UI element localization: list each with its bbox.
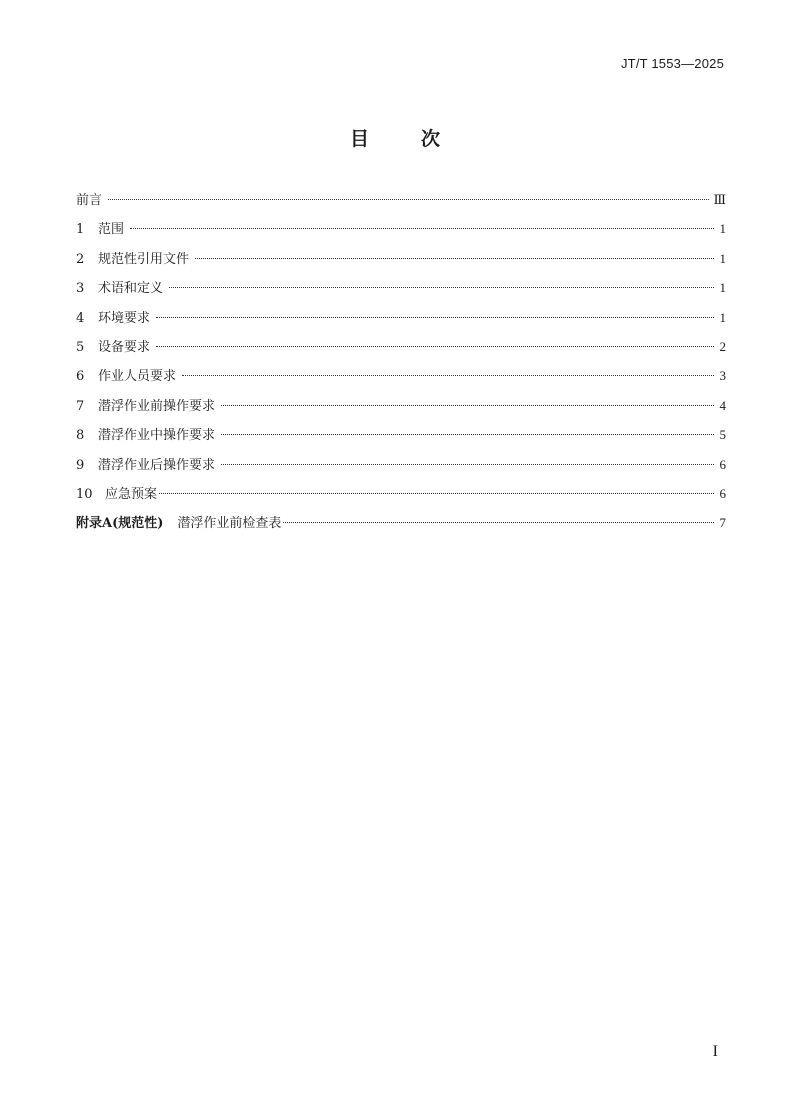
dot-leader	[283, 522, 714, 523]
dot-leader	[108, 199, 709, 200]
toc-entry-page: 7	[719, 515, 726, 531]
toc-entry-2[interactable]	[76, 249, 726, 278]
toc-entry-8[interactable]	[76, 425, 726, 454]
page-title	[0, 124, 790, 151]
toc-entry-page: 1	[719, 221, 726, 237]
toc-entry-page: 1	[719, 250, 726, 266]
toc-entry-7[interactable]	[76, 396, 726, 425]
toc-entry-page: 6	[719, 456, 726, 472]
dot-leader	[195, 258, 714, 259]
toc-entry-page: 1	[719, 280, 726, 296]
title-part-2: 次	[421, 128, 441, 150]
toc-entry-number: 6	[76, 369, 85, 385]
dot-leader	[156, 346, 714, 347]
table-of-contents	[76, 190, 726, 543]
toc-entry-page: Ⅲ	[713, 192, 726, 207]
toc-entry-label: 前言	[76, 193, 103, 208]
toc-entry-number: 9	[76, 457, 85, 473]
toc-entry-label: 潜浮作业中操作要求	[98, 428, 216, 444]
toc-entry-page: 2	[719, 338, 726, 354]
toc-entry-4[interactable]	[76, 308, 726, 337]
toc-entry-number: 4	[76, 310, 85, 326]
toc-entry-label: 设备要求	[98, 339, 151, 355]
toc-entry-label: 潜浮作业前检查表	[177, 516, 282, 532]
toc-entry-number: 7	[76, 398, 85, 414]
toc-entry-label: 环境要求	[98, 310, 151, 326]
dot-leader	[130, 228, 714, 229]
toc-entry-10[interactable]	[76, 484, 726, 513]
dot-leader	[221, 464, 714, 465]
page-number: I	[712, 1043, 718, 1060]
toc-entry-number: 10	[76, 486, 93, 502]
toc-entry-label: 作业人员要求	[98, 369, 177, 385]
toc-entry-number: 8	[76, 428, 85, 444]
dot-leader	[221, 434, 714, 435]
title-part-1: 目	[349, 128, 369, 150]
dot-leader	[159, 493, 714, 494]
toc-entry-page: 3	[719, 368, 726, 384]
toc-entry-3[interactable]	[76, 278, 726, 307]
toc-entry-number: 5	[76, 339, 85, 355]
toc-entry-page: 5	[719, 427, 726, 443]
toc-entry-label: 应急预案	[105, 486, 158, 502]
dot-leader	[221, 405, 714, 406]
dot-leader	[156, 317, 714, 318]
standard-code: JT/T 1553—2025	[620, 56, 724, 71]
toc-entry-label: 潜浮作业后操作要求	[98, 457, 216, 473]
toc-entry-label: 潜浮作业前操作要求	[98, 398, 216, 414]
toc-entry-label: 范围	[98, 222, 125, 238]
toc-entry-page: 4	[719, 397, 726, 413]
toc-entry-5[interactable]	[76, 337, 726, 366]
toc-entry-page: 1	[719, 309, 726, 325]
toc-entry-number: 3	[76, 281, 85, 297]
dot-leader	[182, 375, 714, 376]
toc-entry-label: 规范性引用文件	[98, 251, 190, 267]
toc-entry-6[interactable]	[76, 366, 726, 395]
dot-leader	[169, 287, 714, 288]
toc-entry-9[interactable]	[76, 455, 726, 484]
toc-entry-1[interactable]	[76, 219, 726, 248]
toc-entry-foreword[interactable]	[76, 190, 726, 219]
toc-entry-number: 2	[76, 251, 85, 267]
toc-entry-label: 术语和定义	[98, 281, 164, 297]
toc-entry-page: 6	[719, 485, 726, 501]
toc-entry-appendix-a[interactable]	[76, 513, 726, 542]
appendix-prefix: 附录A(规范性)	[76, 516, 164, 532]
toc-entry-number: 1	[76, 222, 85, 238]
